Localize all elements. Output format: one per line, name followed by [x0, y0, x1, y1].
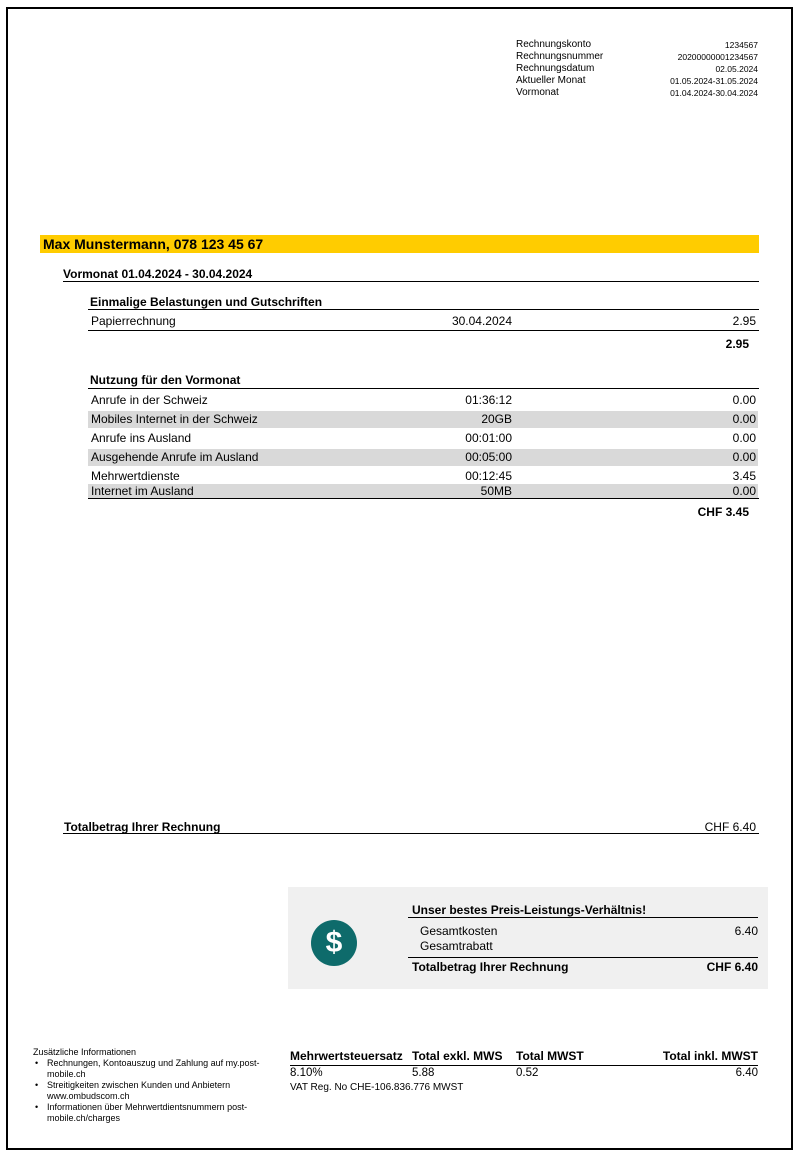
usage-title: Nutzung für den Vormonat	[90, 373, 241, 387]
invoice-page	[6, 7, 793, 1150]
promo-total-value: CHF 6.40	[706, 960, 758, 974]
divider	[408, 957, 758, 958]
usage-subtotal: CHF 3.45	[697, 505, 749, 519]
meta-value: 01.05.2024-31.05.2024	[670, 76, 758, 86]
vat-value: 8.10%	[290, 1067, 323, 1079]
row-amount: 2.95	[732, 314, 756, 328]
meta-label: Vormonat	[516, 87, 559, 98]
dollar-icon: $	[311, 920, 357, 966]
table-row	[88, 449, 758, 466]
table-row	[88, 411, 758, 428]
row-detail: 30.04.2024	[451, 314, 512, 328]
vat-value: 0.52	[516, 1067, 539, 1079]
one-time-subtotal: 2.95	[725, 337, 749, 351]
vat-header: Total inkl. MWST	[662, 1049, 758, 1063]
row-amount: 0.00	[732, 412, 756, 426]
table-row	[88, 392, 758, 409]
row-item: Mehrwertdienste	[91, 469, 180, 483]
meta-value: 01.04.2024-30.04.2024	[670, 88, 758, 98]
one-time-title: Einmalige Belastungen und Gutschriften	[90, 295, 323, 309]
vat-value-row	[290, 1067, 760, 1081]
vat-header: Total exkl. MWS	[412, 1049, 503, 1063]
row-amount: 0.00	[732, 450, 756, 464]
row-detail: 00:05:00	[465, 450, 512, 464]
row-item: Anrufe ins Ausland	[91, 431, 192, 445]
list-item: • Rechnungen, Kontoauszug und Zahlung auf my.post-mobile.ch	[33, 1058, 263, 1080]
promo-total-label: Totalbetrag Ihrer Rechnung	[412, 960, 569, 974]
vat-value: 5.88	[412, 1067, 435, 1079]
meta-value: 20200000001234567	[677, 52, 758, 62]
list-item: • Streitigkeiten zwischen Kunden und Anbietern www.ombudscom.ch	[33, 1080, 263, 1102]
divider	[88, 498, 759, 499]
promo-row-label: Gesamtkosten	[420, 924, 498, 938]
total-value: CHF 6.40	[704, 820, 756, 834]
row-amount: 3.45	[732, 469, 756, 483]
divider	[88, 388, 759, 389]
additional-info	[33, 1047, 263, 1124]
row-item: Papierrechnung	[91, 314, 176, 328]
row-amount: 0.00	[732, 393, 756, 407]
meta-row	[516, 87, 758, 99]
additional-info-title: Zusätzliche Informationen	[33, 1047, 137, 1057]
table-row	[88, 430, 758, 447]
row-detail: 00:01:00	[465, 431, 512, 445]
row-item: Anrufe in der Schweiz	[91, 393, 208, 407]
vat-value: 6.40	[735, 1067, 758, 1079]
row-item: Mobiles Internet in der Schweiz	[91, 412, 258, 426]
row-amount: 0.00	[732, 484, 756, 498]
table-row	[88, 468, 758, 485]
row-item: Ausgehende Anrufe im Ausland	[91, 450, 259, 464]
divider	[88, 330, 759, 331]
divider	[408, 917, 758, 918]
meta-label: Aktueller Monat	[516, 75, 586, 86]
period-title: Vormonat 01.04.2024 - 30.04.2024	[63, 267, 253, 281]
promo-title: Unser bestes Preis-Leistungs-Verhältnis!	[412, 903, 647, 917]
meta-value: 1234567	[724, 40, 758, 50]
row-detail: 01:36:12	[465, 393, 512, 407]
vat-header: Total MWST	[516, 1049, 584, 1063]
promo-box	[288, 887, 768, 989]
vat-header: Mehrwertsteuersatz	[290, 1049, 403, 1063]
promo-row-value: 6.40	[734, 924, 758, 938]
meta-label: Rechnungsnummer	[516, 51, 604, 62]
meta-value: 02.05.2024	[715, 64, 758, 74]
divider	[88, 309, 759, 310]
row-item: Internet im Ausland	[91, 484, 194, 498]
row-detail: 20GB	[481, 412, 512, 426]
promo-row	[420, 939, 758, 953]
row-detail: 00:12:45	[465, 469, 512, 483]
total-label: Totalbetrag Ihrer Rechnung	[64, 820, 221, 834]
additional-info-list	[33, 1058, 263, 1124]
list-item: • Informationen über Mehrwertdientsnummern post-mobile.ch/charges	[33, 1102, 263, 1124]
table-row	[88, 484, 758, 498]
meta-row	[516, 75, 758, 87]
promo-total	[412, 960, 758, 974]
promo-row	[420, 924, 758, 938]
vat-header-row	[290, 1049, 760, 1065]
vat-registration: VAT Reg. No CHE-106.836.776 MWST	[290, 1082, 464, 1093]
divider	[63, 281, 759, 282]
customer-name-bar: Max Munstermann, 078 123 45 67	[40, 235, 759, 253]
meta-row	[516, 51, 758, 63]
meta-row	[516, 63, 758, 75]
row-amount: 0.00	[732, 431, 756, 445]
invoice-meta	[516, 39, 758, 99]
table-row	[88, 313, 758, 330]
meta-row	[516, 39, 758, 51]
meta-label: Rechnungskonto	[516, 39, 592, 50]
promo-row-label: Gesamtrabatt	[420, 939, 493, 953]
divider	[63, 833, 759, 834]
divider	[290, 1065, 758, 1066]
vat-table	[290, 1049, 760, 1093]
row-detail: 50MB	[480, 484, 512, 498]
meta-label: Rechnungsdatum	[516, 63, 595, 74]
